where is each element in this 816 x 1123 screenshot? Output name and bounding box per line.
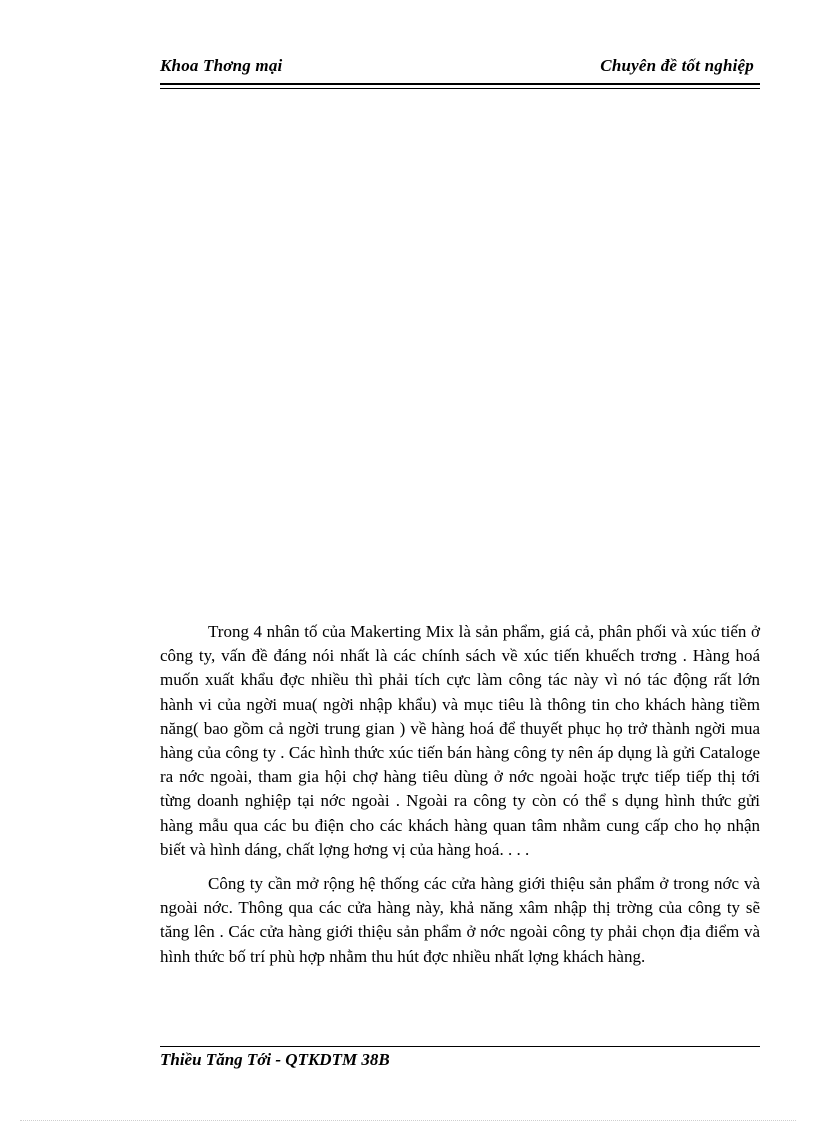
page-bottom-edge [20,1120,796,1121]
body-text [160,620,760,979]
header-rule-thick [160,83,760,85]
page-header [160,56,760,80]
paragraph-showrooms: Công ty cần mở rộng hệ thống các cửa hàng giới thiệu sản phẩm ở trong nớc và ngoài nớc. Thông qua các cửa hàng này, khả năng xâm nhập thị trờng của công ty sẽ tăng lên . Các cửa hàng giới thiệu sản phẩm ở nớc ngoài công ty phải chọn địa điểm và hình thức bố trí phù hợp nhằm thu hút đợc nhiều nhất lợng khách hàng. [160,874,760,966]
header-rule-thin [160,88,760,89]
footer-author: Thiều Tăng Tới - QTKDTM 38B [160,1050,390,1069]
footer-rule [160,1046,760,1047]
header-document-type: Chuyên đề tốt nghiệp [600,56,754,75]
header-faculty: Khoa Thơng mại [160,56,283,75]
paragraph-promotion: Trong 4 nhân tố của Makerting Mix là sản phẩm, giá cả, phân phối và xúc tiến ở công ty, vấn đề đáng nói nhất là các chính sách về xúc tiến khuếch trơng . Hàng hoá muốn xuất khẩu đợc nhiều thì phải tích cực làm công tác này vì nó tác động rất lớn hành vi của ngời mua( ngời nhập khẩu) và mục tiêu là thông tin cho khách hàng tiềm năng( bao gồm cả ngời trung gian ) về hàng hoá để thuyết phục họ trở thành ngời mua hàng của công ty . Các hình thức xúc tiến bán hàng công ty nên áp dụng là gửi Cataloge ra nớc ngoài, tham gia hội chợ hàng tiêu dùng ở nớc ngoài hoặc trực tiếp tiếp thị tới từng doanh nghiệp tại nớc ngoài . Ngoài ra công ty còn có thể s dụng hình thức gửi hàng mẫu qua các bu điện cho các khách hàng quan tâm nhằm cung cấp cho họ nhận biết và hình dáng, chất lợng hơng vị của hàng hoá. . . . [160,622,760,859]
